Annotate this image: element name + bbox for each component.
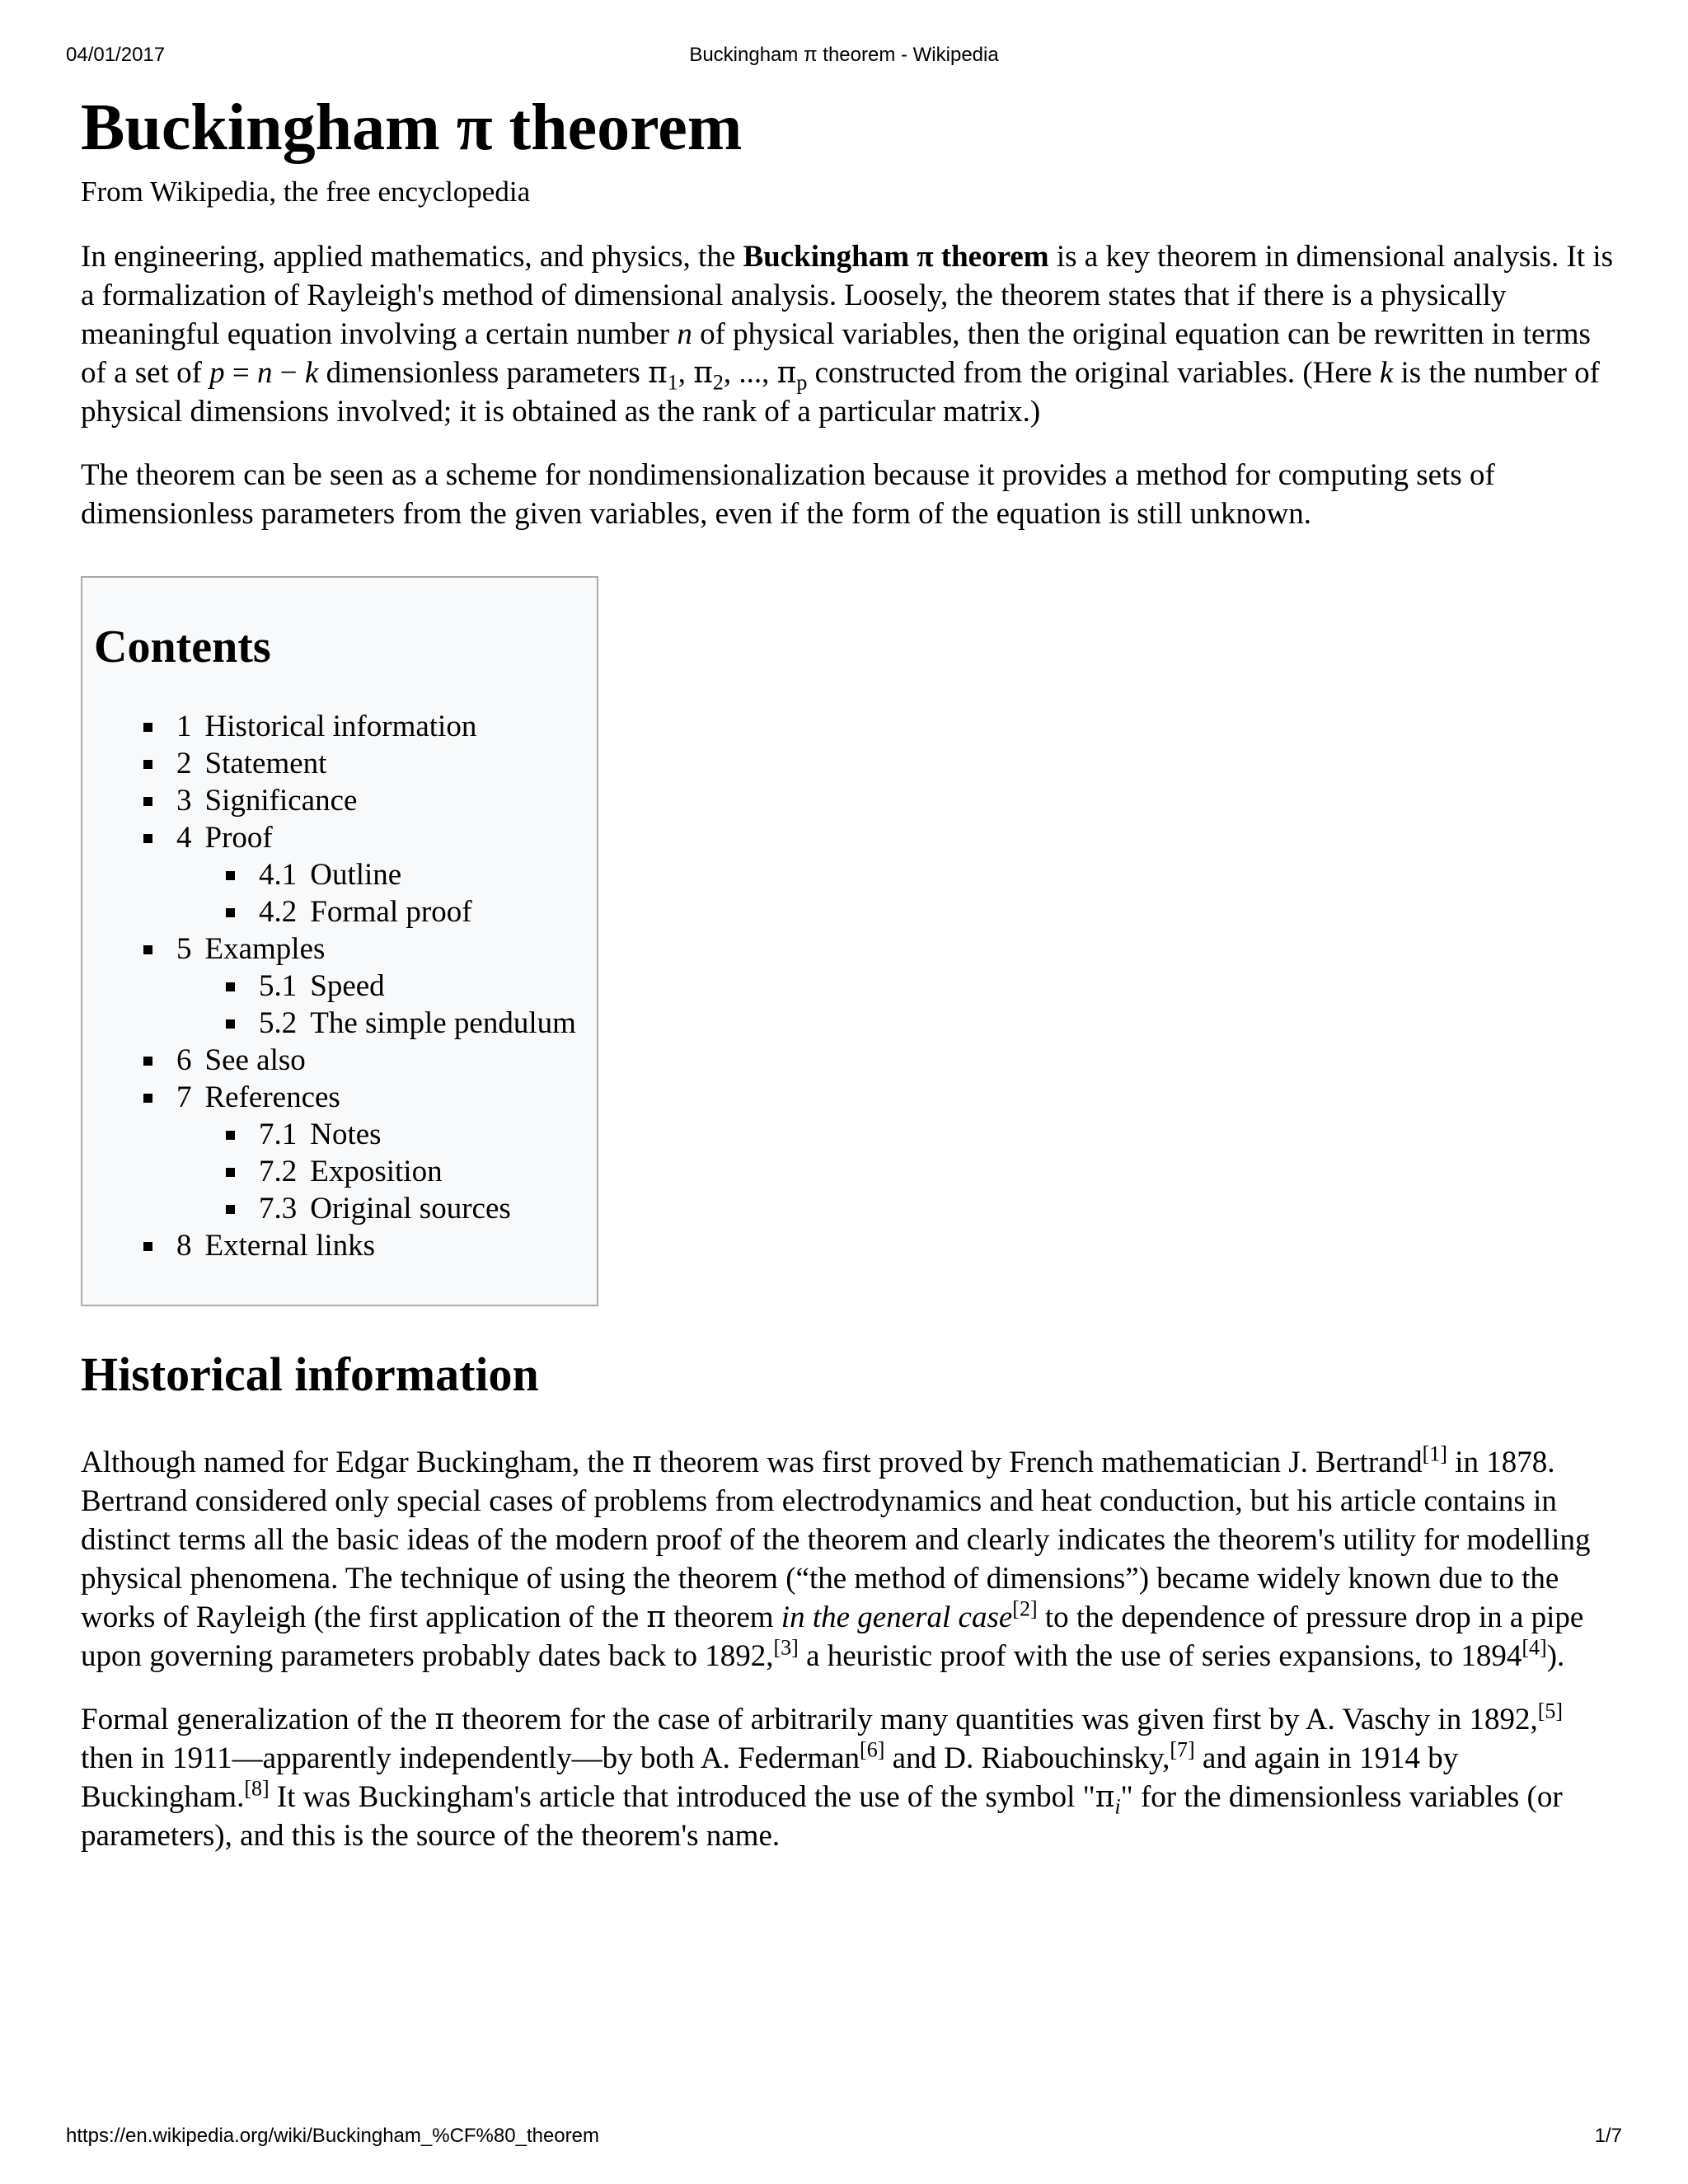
pi-symbol: π (776, 356, 797, 390)
history-text: a heuristic proof with the use of series expansions, to 1894 (798, 1639, 1522, 1673)
toc-number: 5.1 (259, 969, 298, 1003)
section-heading-historical-information: Historical information (81, 1347, 539, 1401)
toc-item-notes[interactable] (94, 1116, 585, 1153)
intro-text: is the number of physical dimensions involved; it is obtained as the rank of a particular matrix.) (81, 356, 1601, 429)
toc-number: 5 (176, 932, 192, 966)
bullet-icon (226, 1168, 235, 1177)
italic-general-case: in the general case (781, 1601, 1013, 1634)
toc-title: Contents (94, 621, 271, 673)
toc-number: 5.2 (259, 1006, 298, 1040)
reference-link-5[interactable]: [5] (1537, 1699, 1564, 1723)
history-text: ). (1546, 1639, 1565, 1673)
toc-item-proof[interactable] (94, 819, 585, 856)
bullet-icon (226, 908, 235, 917)
intro-text: is a key theorem in dimensional analysis. It is a formalization of Rayleigh's method of dimensional analysis. Loosely, the theorem states that if there is a physically meaningful equation involving a certain number (81, 240, 1613, 351)
toc-label: Formal proof (310, 895, 472, 929)
bullet-icon (143, 834, 152, 843)
history-text: and again in 1914 by Buckingham. (81, 1741, 1459, 1814)
history-paragraph-1 (81, 1443, 1615, 1675)
toc-list (94, 708, 585, 1264)
toc-number: 7.3 (259, 1192, 298, 1226)
reference-link-1[interactable]: [1] (1422, 1441, 1447, 1466)
bullet-icon (226, 982, 235, 991)
toc-label: References (204, 1080, 340, 1114)
toc-label: Statement (204, 747, 327, 780)
history-text: Although named for Edgar Buckingham, the (81, 1446, 632, 1479)
print-page-title: Buckingham π theorem - Wikipedia (689, 44, 999, 66)
toc-number: 1 (176, 710, 192, 743)
toc-item-speed[interactable] (94, 968, 585, 1005)
toc-label: Outline (310, 858, 402, 892)
toc-number: 4.2 (259, 895, 298, 929)
history-text: theorem (666, 1601, 781, 1634)
bullet-icon (226, 1131, 235, 1140)
history-text: then in 1911—apparently independently—by both A. Federman (81, 1741, 860, 1775)
toc-item-external-links[interactable] (94, 1227, 585, 1264)
toc-label: Exposition (310, 1155, 443, 1188)
pi-symbol: π (1095, 1780, 1115, 1814)
subscript-2: 2 (712, 370, 724, 395)
print-footer (66, 2122, 1622, 2150)
toc-item-formal-proof[interactable] (94, 893, 585, 930)
history-text: to the dependence of pressure drop in a pipe upon governing parameters probably dates back to 1892, (81, 1601, 1584, 1673)
reference-link-8[interactable]: [8] (244, 1776, 270, 1801)
toc-number: 8 (176, 1229, 192, 1263)
toc-label: Original sources (310, 1192, 511, 1226)
page-title: Buckingham π theorem (81, 91, 743, 164)
formula-n: n (257, 356, 273, 390)
bullet-icon (226, 871, 235, 880)
toc-item-simple-pendulum[interactable] (94, 1005, 585, 1042)
toc-label: Significance (204, 784, 358, 818)
toc-item-outline[interactable] (94, 856, 585, 893)
bullet-icon (226, 1205, 235, 1214)
bullet-icon (226, 1019, 235, 1029)
toc-number: 7.2 (259, 1155, 298, 1188)
separator-ellipsis: , ..., (723, 356, 777, 390)
reference-link-6[interactable]: [6] (860, 1737, 885, 1762)
pi-symbol: π (434, 1703, 455, 1736)
pi-symbol: π (631, 1446, 652, 1479)
toc-number: 6 (176, 1043, 192, 1077)
bullet-icon (143, 1242, 152, 1251)
bullet-icon (143, 760, 152, 769)
history-text: Formal generalization of the (81, 1703, 435, 1736)
print-url: https://en.wikipedia.org/wiki/Buckingham_%CF%80_theorem (66, 2125, 599, 2147)
toc-number: 3 (176, 784, 192, 818)
toc-number: 7.1 (259, 1118, 298, 1151)
toc-number: 2 (176, 747, 192, 780)
intro-paragraph-2: The theorem can be seen as a scheme for nondimensionalization because it provides a method for computing sets of dimensionless parameters from the given variables, even if the form of the equation is still unknown. (81, 458, 1495, 531)
reference-link-2[interactable]: [2] (1012, 1596, 1038, 1621)
pi-symbol: π (646, 1601, 667, 1634)
subscript-i (1114, 1794, 1120, 1818)
toc-item-references[interactable] (94, 1079, 585, 1116)
history-text: " for the dimensionless variables (or parameters), and this is the source of the theorem's name. (81, 1780, 1563, 1853)
pi-symbol: π (648, 356, 668, 390)
intro-text: In engineering, applied mathematics, and physics, the (81, 240, 743, 274)
table-of-contents (81, 576, 598, 1306)
toc-label: Proof (204, 821, 273, 855)
subscript-p: p (796, 370, 808, 395)
bullet-icon (143, 797, 152, 806)
toc-item-historical-information[interactable] (94, 708, 585, 745)
formula-equals: = (224, 356, 258, 390)
tagline: From Wikipedia, the free encyclopedia (81, 176, 531, 208)
bullet-icon (143, 1057, 152, 1066)
reference-link-7[interactable]: [7] (1170, 1737, 1195, 1762)
article-content (81, 82, 1615, 1880)
history-text: theorem was first proved by French mathematician J. Bertrand (651, 1446, 1423, 1479)
history-paragraph-2 (81, 1700, 1615, 1855)
toc-label: See also (204, 1043, 306, 1077)
formula-p: p (209, 356, 225, 390)
theorem-name-bold: Buckingham π theorem (743, 240, 1049, 274)
formula-minus: − (272, 356, 305, 390)
toc-label: Speed (310, 969, 385, 1003)
toc-label: Historical information (204, 710, 477, 743)
pi-symbol: π (693, 356, 713, 390)
bullet-icon (143, 1094, 152, 1103)
toc-item-examples[interactable] (94, 930, 585, 968)
bullet-icon (143, 723, 152, 732)
toc-label: Notes (310, 1118, 382, 1151)
toc-item-original-sources[interactable] (94, 1190, 585, 1227)
print-page-number: 1/7 (1594, 2125, 1622, 2147)
intro-text: dimensionless parameters (318, 356, 649, 390)
intro-text: constructed from the original variables. (Here (807, 356, 1380, 390)
print-date: 04/01/2017 (66, 44, 166, 66)
history-text: in 1878. Bertrand considered only special cases of problems from electrodynamics and heat conduction, but his article contains in distinct terms all the basic ideas of the modern proof of the theorem and clearly indicates the theorem's utility for modelling physical phenomena. The technique of using the theorem (“the method of dimensions”) became widely known due to the works of Rayleigh (the first application of the (81, 1446, 1591, 1634)
toc-label: Examples (204, 932, 326, 966)
history-text: It was Buckingham's article that introduced the use of the symbol " (269, 1780, 1095, 1814)
toc-item-significance[interactable] (94, 782, 585, 819)
reference-link-4[interactable]: [4] (1522, 1635, 1547, 1660)
subscript-i-italic: i (1114, 1794, 1121, 1819)
variable-k: k (1379, 356, 1394, 390)
toc-label: The simple pendulum (310, 1006, 576, 1040)
intro-paragraph-1 (81, 237, 1615, 431)
toc-item-statement[interactable] (94, 745, 585, 782)
bullet-icon (143, 945, 152, 954)
separator-comma: , (678, 356, 694, 390)
toc-item-exposition[interactable] (94, 1153, 585, 1190)
reference-link-3[interactable]: [3] (773, 1635, 799, 1660)
toc-item-see-also[interactable] (94, 1042, 585, 1079)
subscript-1: 1 (667, 370, 678, 395)
toc-number: 4.1 (259, 858, 298, 892)
print-header (66, 41, 1622, 69)
history-text: and D. Riabouchinsky, (884, 1741, 1170, 1775)
intro-text: of physical variables, then the original equation can be rewritten in terms of a set of (81, 317, 1591, 390)
history-text: theorem for the case of arbitrarily many quantities was given first by A. Vaschy in 1892, (454, 1703, 1538, 1736)
toc-number: 7 (176, 1080, 192, 1114)
toc-number: 4 (176, 821, 192, 855)
variable-n: n (677, 317, 692, 351)
toc-label: External links (204, 1229, 376, 1263)
formula-k: k (304, 356, 319, 390)
